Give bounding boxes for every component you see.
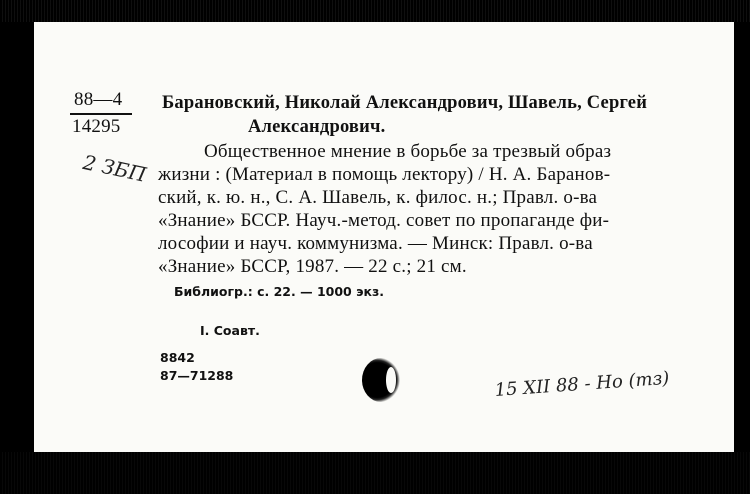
scan-border-bottom (0, 452, 750, 494)
body-line-2: жизни : (Материал в помощь лектору) / Н. А. Баранов- (158, 164, 611, 185)
author-heading-line2: Александрович. (248, 117, 386, 137)
class-code-divider (70, 113, 132, 115)
body-line-6: «Знание» БССР, 1987. — 22 с.; 21 см. (158, 256, 467, 277)
scan-border-top (0, 0, 750, 22)
author-heading-line1: Барановский, Николай Александрович, Шавель, Сергей (162, 93, 648, 113)
punch-hole-highlight (386, 367, 396, 393)
body-line-4: «Знание» БССР. Науч.-метод. совет по пропаганде фи- (158, 210, 610, 231)
bibliography-note: Библиогр.: с. 22. — 1000 экз. (174, 284, 384, 299)
card-number-top: 8842 (160, 350, 195, 365)
coauthor-note: I. Соавт. (200, 323, 260, 338)
handwritten-margin-note: 2 ЗБП (81, 150, 149, 187)
card-number-bottom: 87—71288 (160, 368, 234, 383)
library-catalog-card (34, 22, 734, 452)
body-line-5: лософии и науч. коммунизма. — Минск: Правл. о-ва (158, 233, 593, 254)
body-line-3: ский, к. ю. н., С. А. Шавель, к. филос. н.; Правл. о-ва (158, 187, 598, 208)
body-line-1: Общественное мнение в борьбе за трезвый образ (204, 141, 612, 162)
handwritten-date-note: 15 XII 88 - Но (тз) (494, 367, 671, 401)
class-code-top: 88—4 (74, 89, 123, 110)
class-code-bottom: 14295 (72, 116, 121, 137)
